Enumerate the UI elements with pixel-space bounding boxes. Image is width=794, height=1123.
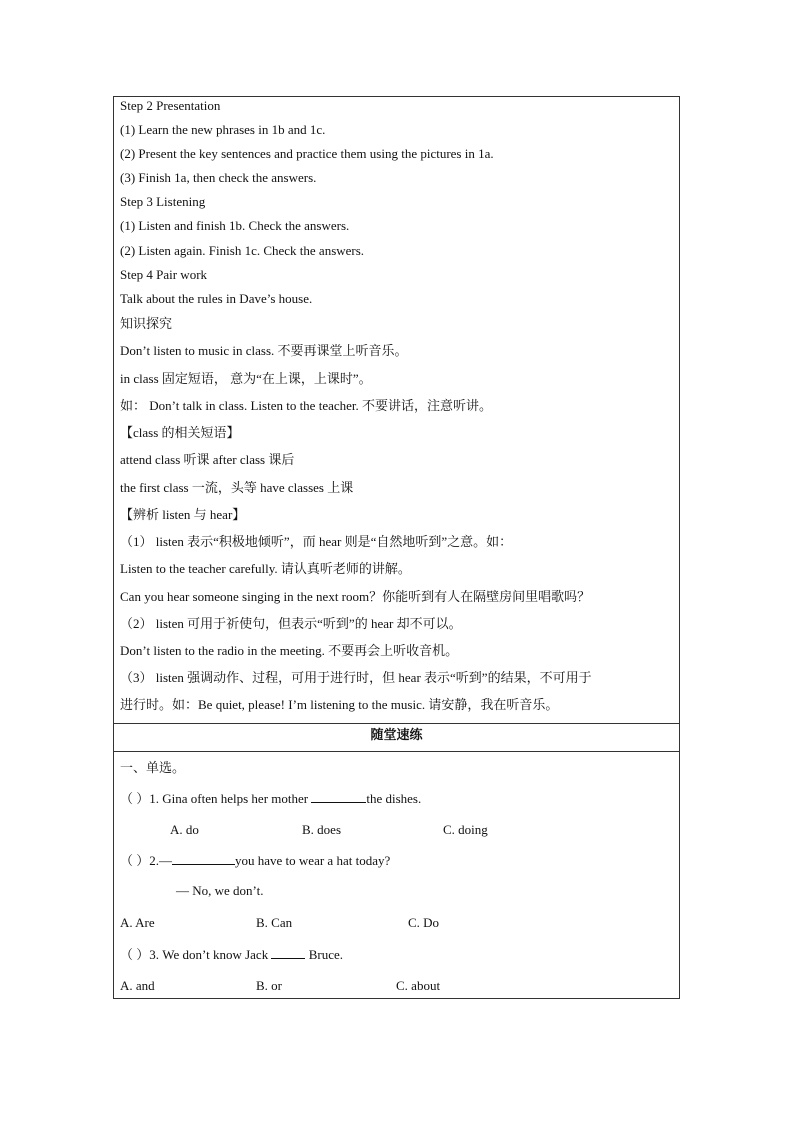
step3-heading: Step 3 Listening [120, 194, 206, 209]
text-line: Talk about the rules in Dave’s house. [120, 291, 313, 306]
question-3 [120, 946, 343, 963]
text-line: Listen to the teacher carefully. 请认真听老师的讲解。 [120, 561, 411, 576]
option-a[interactable]: A. and [120, 978, 155, 993]
question-1 [120, 790, 421, 807]
text-line: 进行时。如：Be quiet, please! I’m listening to the music. 请安静，我在听音乐。 [120, 697, 559, 712]
text-line: (2) Present the key sentences and practice them using the pictures in 1a. [120, 146, 494, 161]
text-line: Don’t listen to music in class. 不要再课堂上听音乐。 [120, 343, 408, 358]
option-c[interactable]: C. about [396, 978, 441, 993]
text-line: (1) Listen and finish 1b. Check the answers. [120, 218, 350, 233]
question-3-tail: Bruce. [305, 947, 343, 962]
step4-heading: Step 4 Pair work [120, 267, 208, 282]
question-2 [120, 852, 390, 869]
text-line: in class 固定短语， 意为“在上课，上课时”。 [120, 371, 372, 386]
text-line: （3） listen 强调动作、过程，可用于进行时，但 hear 表示“听到”的结果，不可用于 [120, 670, 592, 685]
practice-heading: 随堂速练 [370, 727, 423, 742]
part-title: 一、单选。 [120, 760, 186, 775]
text-line: (1) Learn the new phrases in 1b and 1c. [120, 122, 326, 137]
answer-blank[interactable] [271, 946, 305, 959]
question-1-tail: the dishes. [366, 791, 422, 806]
text-line: (3) Finish 1a, then check the answers. [120, 170, 317, 185]
lesson-procedure-cell [114, 97, 679, 723]
question-3-text: （ ）3. We don’t know Jack [120, 947, 272, 962]
text-line: the first class 一流，头等 have classes 上课 [120, 480, 354, 495]
option-a[interactable]: A. Are [120, 915, 155, 930]
question-2-text: （ ）2.— [120, 853, 173, 868]
question-1-text: （ ）1. Gina often helps her mother [120, 791, 312, 806]
step2-heading: Step 2 Presentation [120, 98, 221, 113]
phrase-heading: 【class 的相关短语】 [120, 425, 240, 440]
option-a[interactable]: A. do [170, 822, 199, 837]
text-line: (2) Listen again. Finish 1c. Check the answers. [120, 243, 365, 258]
option-b[interactable]: B. or [256, 978, 282, 993]
answer-blank[interactable] [172, 852, 235, 865]
option-b[interactable]: B. does [302, 822, 341, 837]
text-line: 如： Don’t talk in class. Listen to the teacher. 不要讲话，注意听讲。 [120, 398, 493, 413]
question-2-tail: you have to wear a hat today? [235, 853, 391, 868]
text-line: attend class 听课 after class 课后 [120, 452, 295, 467]
answer-blank[interactable] [311, 790, 366, 803]
option-b[interactable]: B. Can [256, 915, 293, 930]
knowledge-heading: 知识探究 [120, 316, 173, 331]
question-2-reply: — No, we don’t. [176, 883, 264, 898]
text-line: （1） listen 表示“积极地倾听”，而 hear 则是“自然地听到”之意。如： [120, 534, 513, 549]
text-line: （2） listen 可用于祈使句，但表示“听到”的 hear 却不可以。 [120, 616, 462, 631]
text-line: Don’t listen to the radio in the meeting. 不要再会上听收音机。 [120, 643, 459, 658]
row-divider [114, 723, 679, 724]
option-c[interactable]: C. doing [443, 822, 488, 837]
row-divider [114, 751, 679, 752]
compare-heading: 【辨析 listen 与 hear】 [120, 507, 246, 522]
option-c[interactable]: C. Do [408, 915, 440, 930]
text-line: Can you hear someone singing in the next room？你能听到有人在隔壁房间里唱歌吗？ [120, 589, 591, 604]
lesson-table [113, 96, 680, 999]
